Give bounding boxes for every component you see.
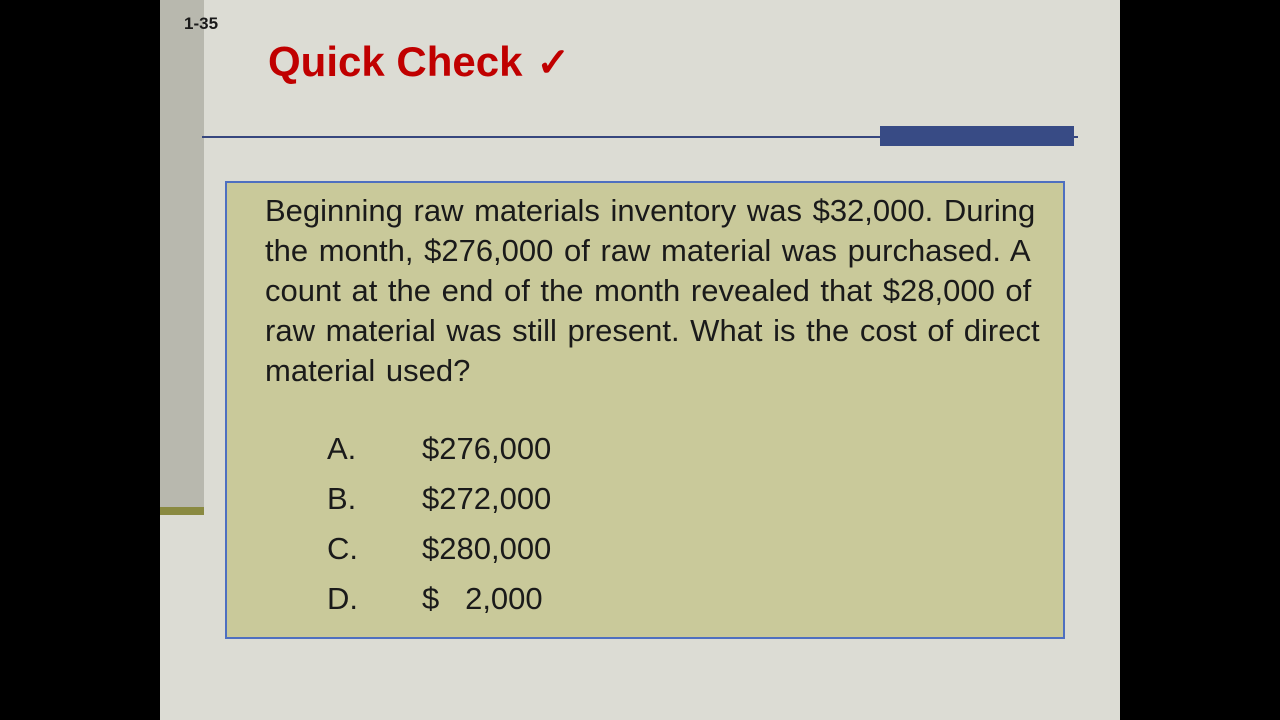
answer-choice-d[interactable]	[327, 581, 1027, 631]
answer-choice-c[interactable]	[327, 531, 1027, 581]
page-title-text: Quick Check	[268, 38, 523, 85]
question-box	[225, 181, 1065, 639]
answer-choice-a-letter: A.	[327, 431, 357, 466]
answer-choices	[327, 431, 1027, 631]
answer-choice-a[interactable]	[327, 431, 1027, 481]
left-decorative-band	[160, 0, 204, 512]
page-title	[268, 38, 570, 86]
answer-choice-c-letter: C.	[327, 531, 358, 566]
left-band-accent	[160, 507, 204, 515]
answer-choice-d-value: $ 2,000	[422, 581, 543, 616]
slide	[160, 0, 1120, 720]
answer-choice-b[interactable]	[327, 481, 1027, 531]
answer-choice-c-value: $280,000	[422, 531, 552, 566]
title-divider-block	[880, 126, 1074, 146]
answer-choice-a-value: $276,000	[422, 431, 552, 466]
answer-choice-b-value: $272,000	[422, 481, 552, 516]
check-icon: ✓	[536, 41, 570, 85]
answer-choice-b-letter: B.	[327, 481, 357, 516]
slide-number: 1-35	[184, 14, 219, 33]
answer-choice-d-letter: D.	[327, 581, 358, 616]
question-text: Beginning raw materials inventory was $32,000. During the month, $276,000 of raw material was purchased. A count at the end of the month revealed that $28,000 of raw material was still present. What is the cost of direct material used?	[265, 193, 1040, 388]
